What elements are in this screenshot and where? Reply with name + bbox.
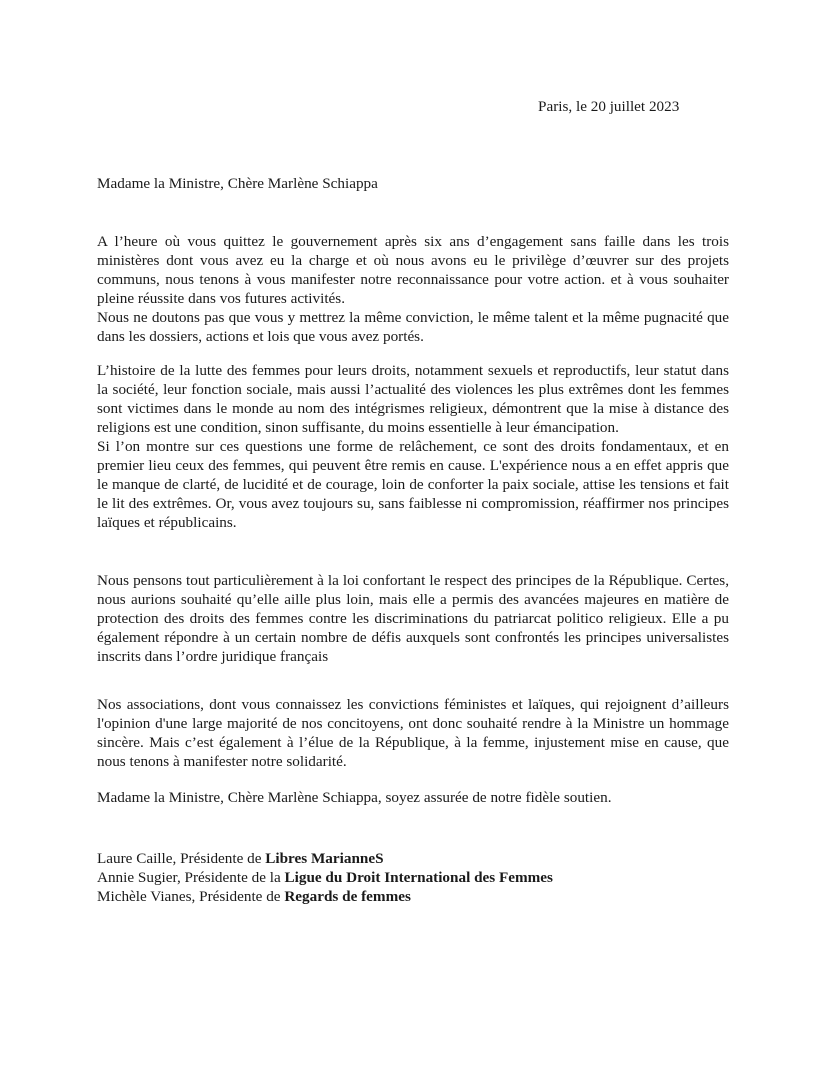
paragraph-1-text-b: Nous ne doutons pas que vous y mettrez la même conviction, le même talent et la même pugnacité que dans les dossiers, actions et lois que vous avez portés. [97, 309, 729, 345]
signature-block [97, 849, 553, 906]
organization-name: Libres MarianneS [265, 850, 384, 867]
organization-name: Ligue du Droit International des Femmes [284, 869, 553, 886]
signature-line [97, 868, 553, 887]
paragraph-1 [97, 232, 729, 346]
signature-name: Laure Caille, Présidente de [97, 850, 266, 867]
signature-name: Annie Sugier, Présidente de la [97, 869, 285, 886]
paragraph-4-text: Nos associations, dont vous connaissez les convictions féministes et laïques, qui rejoignent d’ailleurs l'opinion d'une large majorité de nos concitoyens, ont donc souhaité rendre à la Ministre un hommage sincère. Mais c’est également à l’élue de la République, à la femme, injustement mise en cause, que nous tenons à manifester notre solidarité. [97, 696, 729, 770]
paragraph-1-text-a: A l’heure où vous quittez le gouvernement après six ans d’engagement sans faille dans les trois ministères dont vous avez eu la charge et où nous avons eu le privilège d’œuvrer sur des projets communs, nous tenons à vous manifester notre reconnaissance pour votre action. et à vous souhaiter pleine réussite dans vos futures activités. [97, 233, 729, 307]
paragraph-3 [97, 571, 729, 666]
organization-name: Regards de femmes [284, 888, 411, 905]
paragraph-2-text-a: L’histoire de la lutte des femmes pour leurs droits, notamment sexuels et reproductifs, leur statut dans la société, leur fonction sociale, mais aussi l’actualité des violences les plus extrêmes dont les femmes sont victimes dans le monde au nom des intégrismes religieux, démontrent que la mise à distance des religions est une condition, sinon suffisante, du moins essentielle à leur émancipation. [97, 362, 729, 436]
signature-line [97, 887, 553, 906]
letter-salutation: Madame la Ministre, Chère Marlène Schiappa [97, 175, 378, 192]
paragraph-4 [97, 695, 729, 771]
paragraph-2 [97, 361, 729, 532]
signature-name: Michèle Vianes, Présidente de [97, 888, 285, 905]
signature-line [97, 849, 553, 868]
paragraph-2-text-b: Si l’on montre sur ces questions une forme de relâchement, ce sont des droits fondamentaux, et en premier lieu ceux des femmes, qui peuvent être remis en cause. L'expérience nous a en effet appris que le manque de clarté, de lucidité et de courage, loin de conforter la paix sociale, attise les tensions et fait le lit des extrêmes. Or, vous avez toujours su, sans faiblesse ni compromission, réaffirmer nos principes laïques et républicains. [97, 438, 729, 531]
paragraph-3-text: Nous pensons tout particulièrement à la loi confortant le respect des principes de la République. Certes, nous aurions souhaité qu’elle aille plus loin, mais elle a permis des avancées majeures en matière de protection des droits des femmes contre les discriminations du patriarcat politico religieux. Elle a pu également répondre à un certain nombre de défis auxquels sont confrontés les principes universalistes inscrits dans l’ordre juridique français [97, 572, 729, 665]
letter-date: Paris, le 20 juillet 2023 [538, 98, 680, 115]
letter-closing: Madame la Ministre, Chère Marlène Schiappa, soyez assurée de notre fidèle soutien. [97, 789, 612, 806]
